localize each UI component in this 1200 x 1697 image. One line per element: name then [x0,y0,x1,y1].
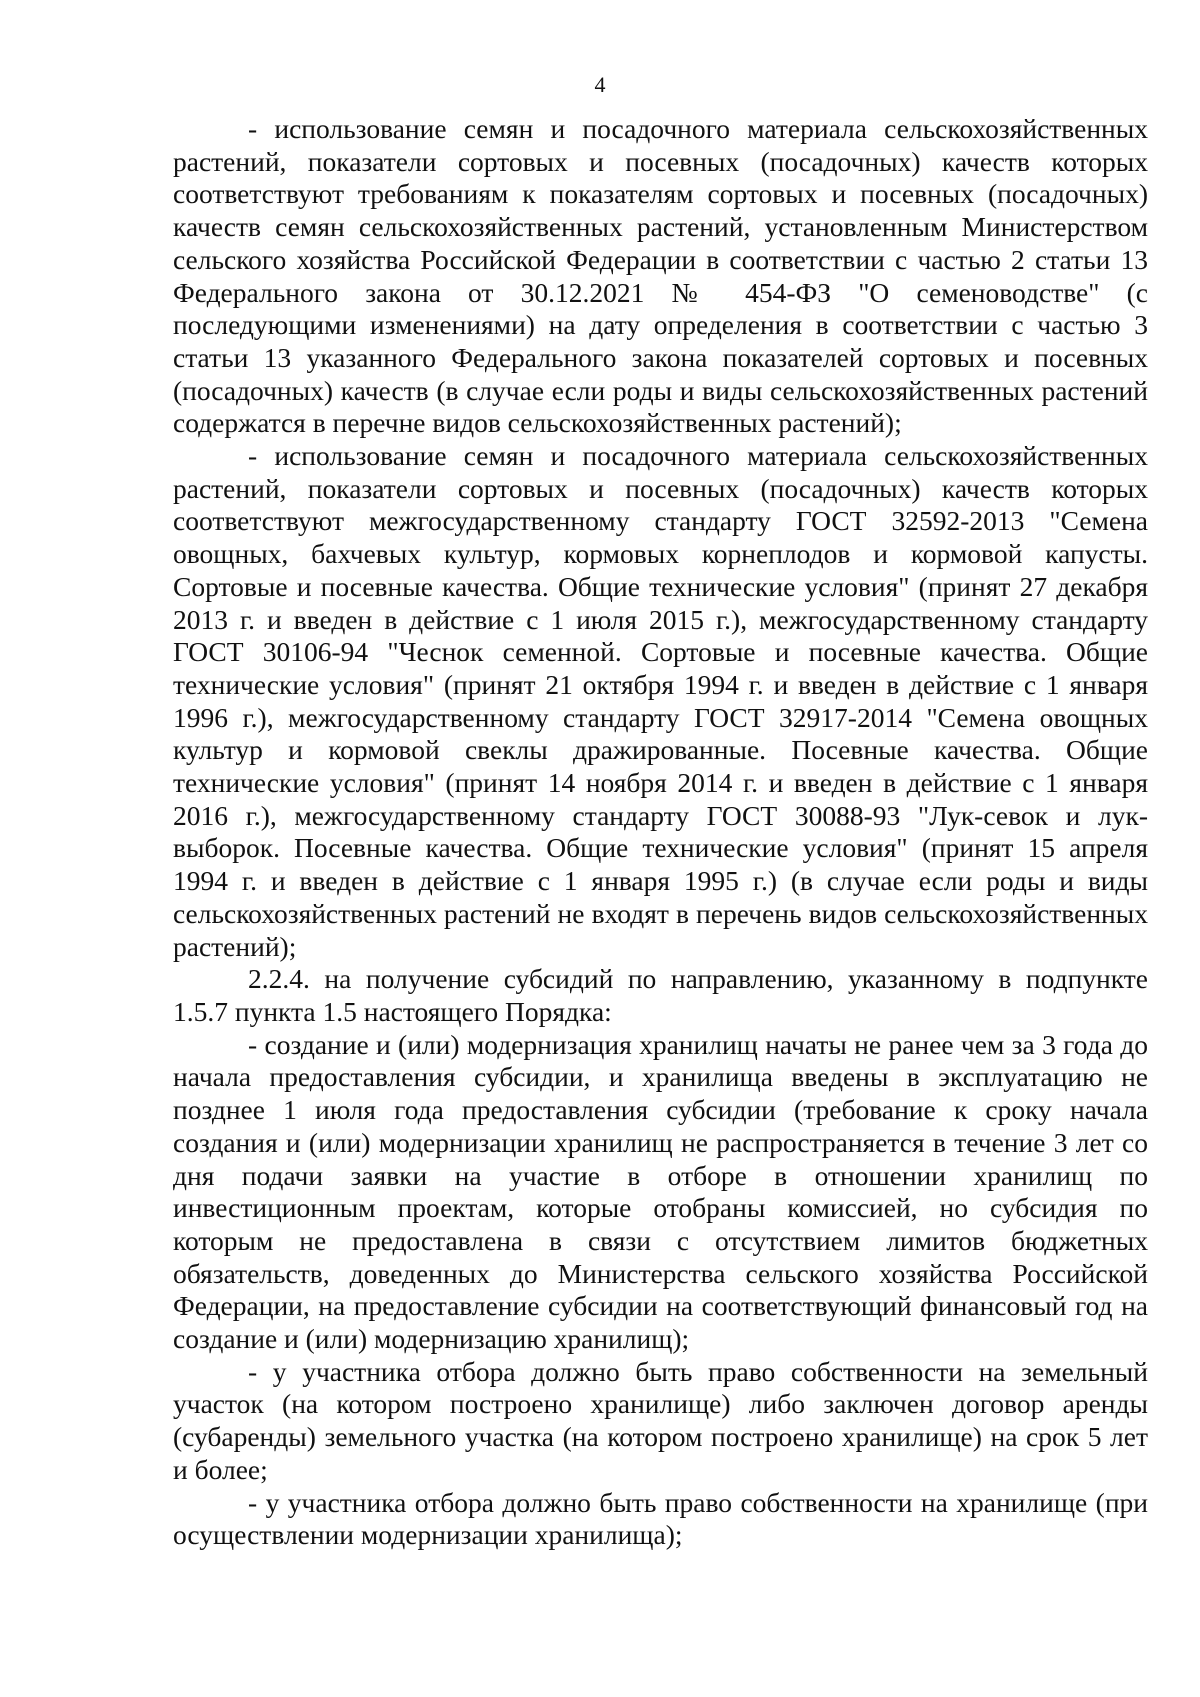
paragraph-seed-requirements: - использование семян и посадочного материала сельскохозяйственных растений, показатели сортовых и посевных (посадочных) качеств которых соответствуют требованиям к показателям сортовых и посевных (посадочных) качеств семян сельскохозяйственных растений, установленным Министерством сельского хозяйства Российской Федерации в соответствии с частью 2 статьи 13 Федерального закона от 30.12.2021 № 454-ФЗ "О семеноводстве" (с последующими изменениями) на дату определения в соответствии с частью 3 статьи 13 указанного Федерального закона показателей сортовых и посевных (посадочных) качеств (в случае если роды и виды сельскохозяйственных растений содержатся в перечне видов сельскохозяйственных растений); [173,113,1148,439]
paragraph-gost-standards: - использование семян и посадочного материала сельскохозяйственных растений, показатели сортовых и посевных (посадочных) качеств которых соответствуют межгосударственному стандарту ГОСТ 32592-2013 "Семена овощных, бахчевых культур, кормовых корнеплодов и кормовой капусты. Сортовые и посевные качества. Общие технические условия" (принят 27 декабря 2013 г. и введен в действие с 1 июля 2015 г.), межгосударственному стандарту ГОСТ 30106-94 "Чеснок семенной. Сортовые и посевные качества. Общие технические условия" (принят 21 октября 1994 г. и введен в действие с 1 января 1996 г.), межгосударственному стандарту ГОСТ 32917-2014 "Семена овощных культур и кормовой свеклы дражированные. Посевные качества. Общие технические условия" (принят 14 ноября 2014 г. и введен в действие с 1 января 2016 г.), межгосударственному стандарту ГОСТ 30088-93 "Лук-севок и лук-выборок. Посевные качества. Общие технические условия" (принят 15 апреля 1994 г. и введен в действие с 1 января 1995 г.) (в случае если роды и виды сельскохозяйственных растений не входят в перечень видов сельскохозяйственных растений); [173,440,1148,962]
page-number: 4 [594,72,606,97]
paragraph-storage-construction: - создание и (или) модернизация хранилищ начаты не ранее чем за 3 года до начала предоставления субсидии, и хранилища введены в эксплуатацию не позднее 1 июля года предоставления субсидии (требование к сроку начала создания и (или) модернизации хранилищ не распространяется в течение 3 лет со дня подачи заявки на участие в отборе в отношении хранилищ по инвестиционным проектам, которые отобраны комиссией, но субсидия по которым не предоставлена в связи с отсутствием лимитов бюджетных обязательств, доведенных до Министерства сельского хозяйства Российской Федерации, на предоставление субсидии на соответствующий финансовый год на создание и (или) модернизацию хранилищ); [173,1028,1148,1355]
paragraph-storage-ownership: - у участника отбора должно быть право собственности на хранилище (при осуществлении модернизации хранилища); [173,1486,1148,1551]
paragraph-subsidy-direction: 2.2.4. на получение субсидий по направлению, указанному в подпункте 1.5.7 пункта 1.5 настоящего Порядка: [173,963,1148,1027]
paragraph-land-ownership: - у участника отбора должно быть право собственности на земельный участок (на котором построено хранилище) либо заключен договор аренды (субаренды) земельного участка (на котором построено хранилище) на срок 5 лет и более; [173,1355,1148,1485]
document-body [173,113,1148,1552]
